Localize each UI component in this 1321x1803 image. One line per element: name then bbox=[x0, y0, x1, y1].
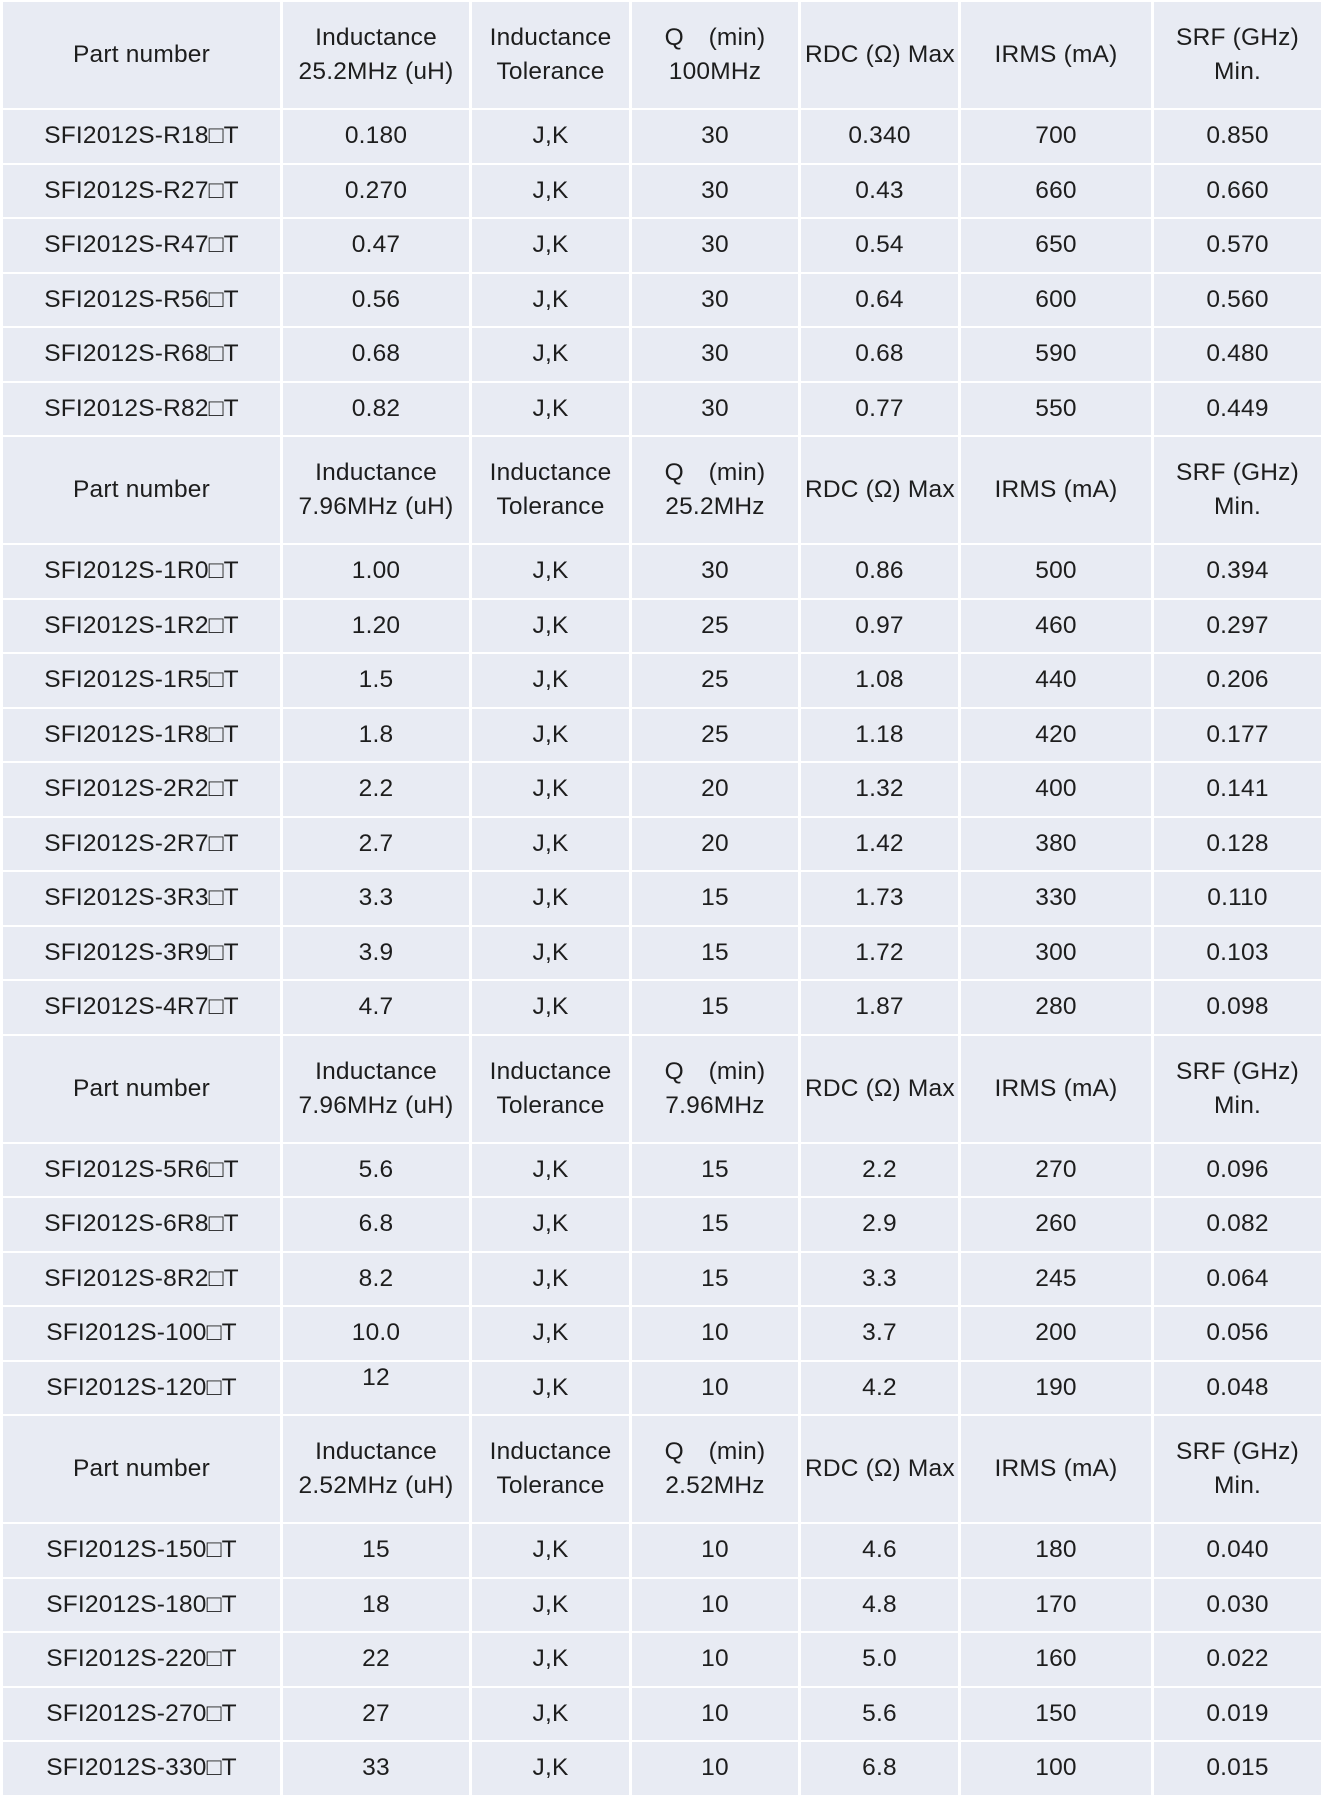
cell-part-number: SFI2012S-3R3□T bbox=[3, 872, 280, 925]
cell-inductance: 0.68 bbox=[283, 328, 469, 381]
cell-irms: 400 bbox=[961, 763, 1151, 816]
table-row bbox=[3, 1198, 1321, 1251]
column-header-rdc-max: RDC (Ω) Max bbox=[801, 2, 958, 108]
cell-irms: 270 bbox=[961, 1144, 1151, 1197]
column-header-part-number: Part number bbox=[3, 437, 280, 543]
cell-q-min: 10 bbox=[632, 1688, 798, 1741]
cell-part-number: SFI2012S-R27□T bbox=[3, 165, 280, 218]
header-line: Min. bbox=[1213, 58, 1262, 85]
header-row bbox=[3, 437, 1321, 543]
cell-irms: 420 bbox=[961, 709, 1151, 762]
cell-rdc-max: 0.97 bbox=[801, 600, 958, 653]
table-row bbox=[3, 872, 1321, 925]
cell-rdc-max: 0.64 bbox=[801, 274, 958, 327]
cell-srf-min: 0.098 bbox=[1154, 981, 1321, 1034]
cell-srf-min: 0.048 bbox=[1154, 1362, 1321, 1415]
cell-inductance: 2.2 bbox=[283, 763, 469, 816]
header-line: Inductance bbox=[315, 1057, 437, 1085]
cell-q-min: 25 bbox=[632, 654, 798, 707]
cell-srf-min: 0.480 bbox=[1154, 328, 1321, 381]
table-row bbox=[3, 709, 1321, 762]
cell-inductance-tolerance: J,K bbox=[472, 1307, 629, 1360]
cell-rdc-max: 1.73 bbox=[801, 872, 958, 925]
cell-part-number: SFI2012S-5R6□T bbox=[3, 1144, 280, 1197]
cell-irms: 180 bbox=[961, 1524, 1151, 1577]
cell-srf-min: 0.141 bbox=[1154, 763, 1321, 816]
cell-part-number: SFI2012S-1R8□T bbox=[3, 709, 280, 762]
cell-srf-min: 0.206 bbox=[1154, 654, 1321, 707]
table-row bbox=[3, 219, 1321, 272]
cell-inductance: 18 bbox=[283, 1579, 469, 1632]
table-row bbox=[3, 927, 1321, 980]
cell-inductance: 3.9 bbox=[283, 927, 469, 980]
cell-rdc-max: 4.2 bbox=[801, 1362, 958, 1415]
header-line: 25.2MHz bbox=[665, 493, 765, 520]
cell-irms: 170 bbox=[961, 1579, 1151, 1632]
column-header-rdc-max: RDC (Ω) Max bbox=[801, 1036, 958, 1142]
cell-srf-min: 0.019 bbox=[1154, 1688, 1321, 1741]
cell-srf-min: 0.850 bbox=[1154, 110, 1321, 163]
cell-q-min: 15 bbox=[632, 872, 798, 925]
cell-rdc-max: 0.86 bbox=[801, 545, 958, 598]
column-header-q-min bbox=[632, 2, 798, 108]
cell-inductance-tolerance: J,K bbox=[472, 818, 629, 871]
cell-inductance: 5.6 bbox=[283, 1144, 469, 1197]
cell-rdc-max: 3.3 bbox=[801, 1253, 958, 1306]
column-header-inductance bbox=[283, 437, 469, 543]
cell-irms: 150 bbox=[961, 1688, 1151, 1741]
cell-q-min: 15 bbox=[632, 1144, 798, 1197]
cell-inductance-tolerance: J,K bbox=[472, 1144, 629, 1197]
cell-rdc-max: 4.6 bbox=[801, 1524, 958, 1577]
cell-part-number: SFI2012S-R56□T bbox=[3, 274, 280, 327]
cell-rdc-max: 1.87 bbox=[801, 981, 958, 1034]
cell-inductance: 15 bbox=[283, 1524, 469, 1577]
cell-rdc-max: 2.9 bbox=[801, 1198, 958, 1251]
cell-q-min: 30 bbox=[632, 383, 798, 436]
cell-srf-min: 0.040 bbox=[1154, 1524, 1321, 1577]
cell-inductance-tolerance: J,K bbox=[472, 1688, 629, 1741]
cell-part-number: SFI2012S-R47□T bbox=[3, 219, 280, 272]
cell-q-min: 10 bbox=[632, 1524, 798, 1577]
cell-irms: 260 bbox=[961, 1198, 1151, 1251]
column-header-irms: IRMS (mA) bbox=[961, 1416, 1151, 1522]
table-row bbox=[3, 165, 1321, 218]
cell-rdc-max: 1.08 bbox=[801, 654, 958, 707]
cell-irms: 100 bbox=[961, 1742, 1151, 1795]
table-row bbox=[3, 1524, 1321, 1577]
header-line: Inductance bbox=[315, 24, 437, 51]
header-line: Q (min) bbox=[664, 1057, 766, 1085]
cell-inductance bbox=[283, 1362, 469, 1415]
cell-inductance-tolerance: J,K bbox=[472, 1633, 629, 1686]
cell-part-number: SFI2012S-4R7□T bbox=[3, 981, 280, 1034]
cell-irms: 600 bbox=[961, 274, 1151, 327]
cell-srf-min: 0.297 bbox=[1154, 600, 1321, 653]
column-header-irms: IRMS (mA) bbox=[961, 2, 1151, 108]
cell-part-number: SFI2012S-1R2□T bbox=[3, 600, 280, 653]
header-line: SRF (GHz) bbox=[1176, 1438, 1299, 1465]
cell-inductance-tolerance: J,K bbox=[472, 1742, 629, 1795]
cell-rdc-max: 5.0 bbox=[801, 1633, 958, 1686]
cell-q-min: 20 bbox=[632, 763, 798, 816]
cell-inductance-tolerance: J,K bbox=[472, 763, 629, 816]
cell-q-min: 30 bbox=[632, 274, 798, 327]
column-header-irms: IRMS (mA) bbox=[961, 437, 1151, 543]
cell-rdc-max: 0.77 bbox=[801, 383, 958, 436]
column-header-srf-min bbox=[1154, 1036, 1321, 1142]
cell-inductance: 0.180 bbox=[283, 110, 469, 163]
cell-part-number: SFI2012S-R82□T bbox=[3, 383, 280, 436]
cell-q-min: 30 bbox=[632, 219, 798, 272]
cell-q-min: 10 bbox=[632, 1633, 798, 1686]
cell-inductance-tolerance: J,K bbox=[472, 328, 629, 381]
table-row bbox=[3, 383, 1321, 436]
table-row bbox=[3, 1688, 1321, 1741]
cell-part-number: SFI2012S-1R5□T bbox=[3, 654, 280, 707]
cell-inductance: 6.8 bbox=[283, 1198, 469, 1251]
cell-part-number: SFI2012S-180□T bbox=[3, 1579, 280, 1632]
cell-inductance-tolerance: J,K bbox=[472, 545, 629, 598]
column-header-irms: IRMS (mA) bbox=[961, 1036, 1151, 1142]
header-line: 2.52MHz bbox=[665, 1472, 765, 1499]
cell-part-number: SFI2012S-2R2□T bbox=[3, 763, 280, 816]
cell-irms: 650 bbox=[961, 219, 1151, 272]
cell-irms: 160 bbox=[961, 1633, 1151, 1686]
column-header-q-min bbox=[632, 437, 798, 543]
cell-part-number: SFI2012S-100□T bbox=[3, 1307, 280, 1360]
table-row bbox=[3, 545, 1321, 598]
cell-rdc-max: 5.6 bbox=[801, 1688, 958, 1741]
cell-part-number: SFI2012S-220□T bbox=[3, 1633, 280, 1686]
cell-q-min: 15 bbox=[632, 1253, 798, 1306]
cell-srf-min: 0.177 bbox=[1154, 709, 1321, 762]
cell-q-min: 25 bbox=[632, 600, 798, 653]
cell-inductance: 0.270 bbox=[283, 165, 469, 218]
column-header-part-number: Part number bbox=[3, 1416, 280, 1522]
column-header-part-number: Part number bbox=[3, 1036, 280, 1142]
cell-q-min: 15 bbox=[632, 1198, 798, 1251]
cell-inductance-tolerance: J,K bbox=[472, 927, 629, 980]
column-header-srf-min bbox=[1154, 2, 1321, 108]
header-line: 25.2MHz (uH) bbox=[298, 58, 454, 85]
cell-irms: 660 bbox=[961, 165, 1151, 218]
cell-srf-min: 0.110 bbox=[1154, 872, 1321, 925]
cell-inductance-tolerance: J,K bbox=[472, 165, 629, 218]
header-line: Min. bbox=[1213, 493, 1262, 520]
header-line: Tolerance bbox=[496, 1472, 605, 1499]
cell-inductance-tolerance: J,K bbox=[472, 383, 629, 436]
header-line: Q (min) bbox=[664, 24, 766, 51]
cell-part-number: SFI2012S-150□T bbox=[3, 1524, 280, 1577]
cell-inductance: 0.47 bbox=[283, 219, 469, 272]
header-line: Min. bbox=[1213, 1091, 1262, 1119]
header-line: Q (min) bbox=[664, 1438, 766, 1465]
cell-inductance: 8.2 bbox=[283, 1253, 469, 1306]
cell-irms: 190 bbox=[961, 1362, 1151, 1415]
cell-inductance-tolerance: J,K bbox=[472, 274, 629, 327]
cell-rdc-max: 1.32 bbox=[801, 763, 958, 816]
header-line: Tolerance bbox=[496, 1091, 605, 1119]
column-header-q-min bbox=[632, 1036, 798, 1142]
header-line: 2.52MHz (uH) bbox=[298, 1472, 454, 1499]
cell-irms: 245 bbox=[961, 1253, 1151, 1306]
table-row bbox=[3, 1633, 1321, 1686]
cell-part-number: SFI2012S-3R9□T bbox=[3, 927, 280, 980]
cell-srf-min: 0.015 bbox=[1154, 1742, 1321, 1795]
cell-inductance: 1.00 bbox=[283, 545, 469, 598]
column-header-inductance-tolerance bbox=[472, 437, 629, 543]
column-header-srf-min bbox=[1154, 1416, 1321, 1522]
table-row bbox=[3, 110, 1321, 163]
header-row bbox=[3, 1036, 1321, 1142]
column-header-srf-min bbox=[1154, 437, 1321, 543]
cell-rdc-max: 1.72 bbox=[801, 927, 958, 980]
cell-rdc-max: 0.43 bbox=[801, 165, 958, 218]
cell-rdc-max: 6.8 bbox=[801, 1742, 958, 1795]
table-row bbox=[3, 818, 1321, 871]
cell-part-number: SFI2012S-270□T bbox=[3, 1688, 280, 1741]
column-header-rdc-max: RDC (Ω) Max bbox=[801, 437, 958, 543]
header-line: Tolerance bbox=[496, 493, 605, 520]
cell-q-min: 20 bbox=[632, 818, 798, 871]
cell-part-number: SFI2012S-8R2□T bbox=[3, 1253, 280, 1306]
header-line: Inductance bbox=[489, 1438, 612, 1465]
cell-srf-min: 0.022 bbox=[1154, 1633, 1321, 1686]
table-row bbox=[3, 1742, 1321, 1795]
cell-irms: 590 bbox=[961, 328, 1151, 381]
header-line: Inductance bbox=[489, 459, 612, 486]
table-row bbox=[3, 328, 1321, 381]
cell-srf-min: 0.096 bbox=[1154, 1144, 1321, 1197]
cell-srf-min: 0.560 bbox=[1154, 274, 1321, 327]
cell-inductance-tolerance: J,K bbox=[472, 219, 629, 272]
column-header-inductance bbox=[283, 1416, 469, 1522]
cell-inductance-tolerance: J,K bbox=[472, 981, 629, 1034]
cell-srf-min: 0.082 bbox=[1154, 1198, 1321, 1251]
cell-irms: 330 bbox=[961, 872, 1151, 925]
cell-part-number: SFI2012S-1R0□T bbox=[3, 545, 280, 598]
cell-srf-min: 0.660 bbox=[1154, 165, 1321, 218]
cell-inductance: 0.82 bbox=[283, 383, 469, 436]
table-row bbox=[3, 981, 1321, 1034]
cell-inductance-tolerance: J,K bbox=[472, 709, 629, 762]
cell-srf-min: 0.128 bbox=[1154, 818, 1321, 871]
cell-inductance-tolerance: J,K bbox=[472, 110, 629, 163]
cell-rdc-max: 4.8 bbox=[801, 1579, 958, 1632]
cell-inductance-tolerance: J,K bbox=[472, 1579, 629, 1632]
cell-q-min: 10 bbox=[632, 1362, 798, 1415]
cell-q-min: 10 bbox=[632, 1307, 798, 1360]
cell-srf-min: 0.030 bbox=[1154, 1579, 1321, 1632]
header-line: 7.96MHz (uH) bbox=[298, 493, 454, 520]
header-line: Inductance bbox=[489, 1057, 612, 1085]
cell-q-min: 30 bbox=[632, 110, 798, 163]
column-header-inductance-tolerance bbox=[472, 1416, 629, 1522]
cell-q-min: 30 bbox=[632, 165, 798, 218]
cell-irms: 380 bbox=[961, 818, 1151, 871]
cell-irms: 550 bbox=[961, 383, 1151, 436]
cell-inductance: 27 bbox=[283, 1688, 469, 1741]
table-row bbox=[3, 1362, 1321, 1415]
table-row bbox=[3, 274, 1321, 327]
table-row bbox=[3, 1579, 1321, 1632]
cell-rdc-max: 0.54 bbox=[801, 219, 958, 272]
cell-inductance-tolerance: J,K bbox=[472, 1362, 629, 1415]
header-line: SRF (GHz) bbox=[1176, 24, 1299, 51]
table-row bbox=[3, 1253, 1321, 1306]
column-header-inductance-tolerance bbox=[472, 2, 629, 108]
cell-rdc-max: 2.2 bbox=[801, 1144, 958, 1197]
header-line: Inductance bbox=[489, 24, 612, 51]
cell-inductance: 0.56 bbox=[283, 274, 469, 327]
cell-q-min: 10 bbox=[632, 1742, 798, 1795]
cell-irms: 300 bbox=[961, 927, 1151, 980]
column-header-inductance-tolerance bbox=[472, 1036, 629, 1142]
cell-q-min: 15 bbox=[632, 981, 798, 1034]
column-header-rdc-max: RDC (Ω) Max bbox=[801, 1416, 958, 1522]
cell-part-number: SFI2012S-2R7□T bbox=[3, 818, 280, 871]
cell-inductance-tolerance: J,K bbox=[472, 1524, 629, 1577]
cell-q-min: 15 bbox=[632, 927, 798, 980]
cell-srf-min: 0.570 bbox=[1154, 219, 1321, 272]
cell-rdc-max: 1.18 bbox=[801, 709, 958, 762]
header-line: SRF (GHz) bbox=[1176, 1057, 1299, 1085]
cell-irms: 200 bbox=[961, 1307, 1151, 1360]
cell-irms: 500 bbox=[961, 545, 1151, 598]
cell-inductance-tolerance: J,K bbox=[472, 600, 629, 653]
cell-part-number: SFI2012S-R18□T bbox=[3, 110, 280, 163]
column-header-inductance bbox=[283, 2, 469, 108]
cell-inductance-tolerance: J,K bbox=[472, 1198, 629, 1251]
cell-rdc-max: 3.7 bbox=[801, 1307, 958, 1360]
cell-inductance: 2.7 bbox=[283, 818, 469, 871]
header-line: 7.96MHz bbox=[665, 1091, 765, 1119]
cell-rdc-max: 1.42 bbox=[801, 818, 958, 871]
cell-value: 12 bbox=[362, 1363, 390, 1391]
table-row bbox=[3, 654, 1321, 707]
header-row bbox=[3, 2, 1321, 108]
cell-inductance-tolerance: J,K bbox=[472, 1253, 629, 1306]
cell-inductance-tolerance: J,K bbox=[472, 872, 629, 925]
column-header-part-number: Part number bbox=[3, 2, 280, 108]
column-header-inductance bbox=[283, 1036, 469, 1142]
table-row bbox=[3, 600, 1321, 653]
header-line: 7.96MHz (uH) bbox=[298, 1091, 454, 1119]
cell-part-number: SFI2012S-6R8□T bbox=[3, 1198, 280, 1251]
cell-part-number: SFI2012S-R68□T bbox=[3, 328, 280, 381]
header-line: Inductance bbox=[315, 459, 437, 486]
cell-part-number: SFI2012S-330□T bbox=[3, 1742, 280, 1795]
header-line: 100MHz bbox=[668, 58, 762, 85]
cell-inductance: 3.3 bbox=[283, 872, 469, 925]
cell-inductance: 4.7 bbox=[283, 981, 469, 1034]
header-row bbox=[3, 1416, 1321, 1522]
cell-inductance: 22 bbox=[283, 1633, 469, 1686]
cell-rdc-max: 0.68 bbox=[801, 328, 958, 381]
cell-irms: 700 bbox=[961, 110, 1151, 163]
cell-irms: 460 bbox=[961, 600, 1151, 653]
spec-table-body bbox=[3, 2, 1321, 1795]
table-row bbox=[3, 763, 1321, 816]
cell-irms: 440 bbox=[961, 654, 1151, 707]
cell-srf-min: 0.056 bbox=[1154, 1307, 1321, 1360]
header-line: SRF (GHz) bbox=[1176, 459, 1299, 486]
cell-inductance: 10.0 bbox=[283, 1307, 469, 1360]
cell-irms: 280 bbox=[961, 981, 1151, 1034]
cell-srf-min: 0.449 bbox=[1154, 383, 1321, 436]
header-line: Tolerance bbox=[496, 58, 605, 85]
cell-q-min: 10 bbox=[632, 1579, 798, 1632]
table-row bbox=[3, 1144, 1321, 1197]
table-row bbox=[3, 1307, 1321, 1360]
cell-inductance: 1.8 bbox=[283, 709, 469, 762]
cell-inductance: 1.20 bbox=[283, 600, 469, 653]
cell-inductance: 1.5 bbox=[283, 654, 469, 707]
cell-q-min: 25 bbox=[632, 709, 798, 762]
header-line: Min. bbox=[1213, 1472, 1262, 1499]
cell-srf-min: 0.103 bbox=[1154, 927, 1321, 980]
cell-part-number: SFI2012S-120□T bbox=[3, 1362, 280, 1415]
cell-q-min: 30 bbox=[632, 328, 798, 381]
header-line: Q (min) bbox=[664, 459, 766, 486]
header-line: Inductance bbox=[315, 1438, 437, 1465]
column-header-q-min bbox=[632, 1416, 798, 1522]
cell-inductance-tolerance: J,K bbox=[472, 654, 629, 707]
cell-q-min: 30 bbox=[632, 545, 798, 598]
cell-srf-min: 0.064 bbox=[1154, 1253, 1321, 1306]
cell-rdc-max: 0.340 bbox=[801, 110, 958, 163]
cell-inductance: 33 bbox=[283, 1742, 469, 1795]
cell-srf-min: 0.394 bbox=[1154, 545, 1321, 598]
